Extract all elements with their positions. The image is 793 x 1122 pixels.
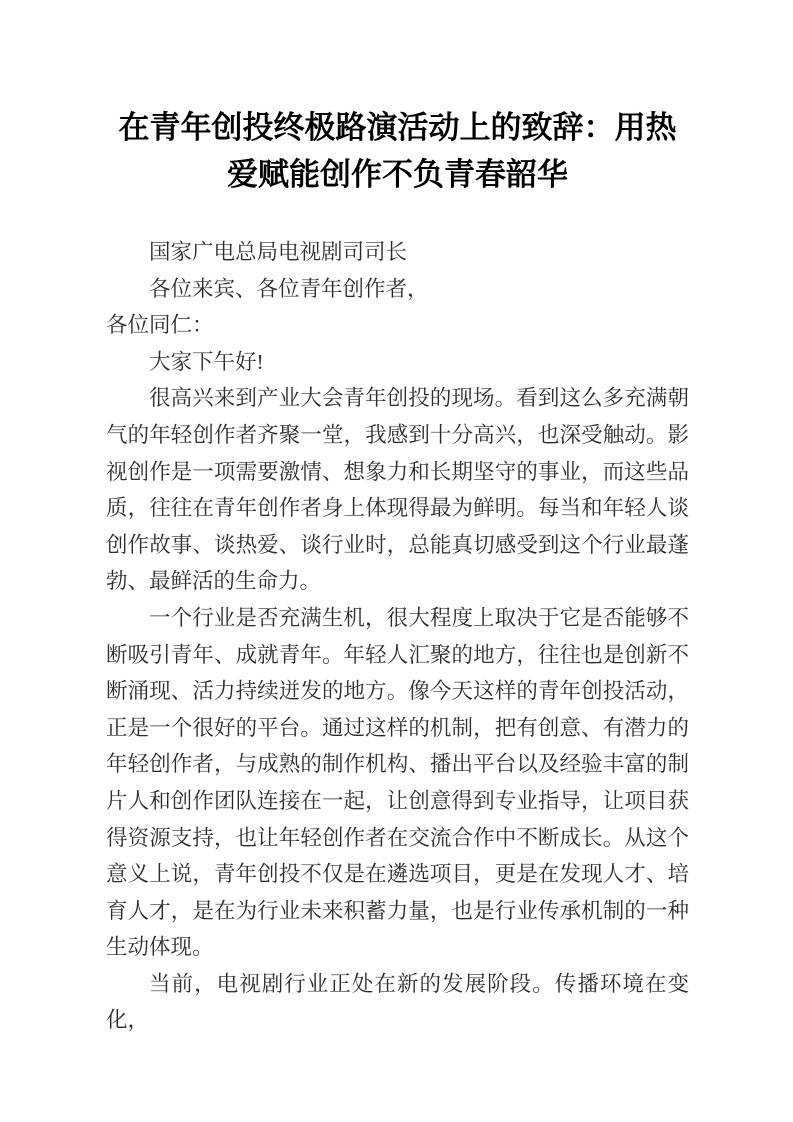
paragraph: 各位来宾、各位青年创作者， [149, 276, 429, 301]
paragraph: 很高兴来到产业大会青年创投的现场。看到这么多充满朝气的年轻创作者齐聚一堂，我感到十分高兴，也深受触动。影视创作是一项需要激情、想象力和长期坚守的事业，而这些品质，往往在青年创作者身上体现得最为鲜明。每当和年轻人谈创作故事、谈热爱、谈行业时，总能真切感受到这个行业最蓬勃、最鲜活的生命力。 [106, 386, 689, 594]
paragraph: 当前，电视剧行业正处在新的发展阶段。传播环境在变化， [106, 971, 689, 1033]
paragraph: 大家下午好! [149, 349, 264, 374]
document-title: 在青年创投终极路演活动上的致辞：用热爱赋能创作不负青春韶华 [118, 110, 677, 192]
document-body [106, 234, 689, 1039]
paragraph: 各位同仁： [106, 313, 214, 338]
paragraph: 一个行业是否充满生机，很大程度上取决于它是否能够不断吸引青年、成就青年。年轻人汇聚的地方，往往也是创新不断涌现、活力持续迸发的地方。像今天这样的青年创投活动，正是一个很好的平台。通过这样的机制，把有创意、有潜力的年轻创作者，与成熟的制作机构、播出平台以及经验丰富的制片人和创作团队连接在一起，让创意得到专业指导，让项目获得资源支持，也让年轻创作者在交流合作中不断成长。从这个意义上说，青年创投不仅是在遴选项目，更是在发现人才、培育人才，是在为行业未来积蓄力量，也是行业传承机制的一种生动体现。 [106, 605, 689, 960]
paragraph: 国家广电总局电视剧司司长 [149, 240, 408, 264]
